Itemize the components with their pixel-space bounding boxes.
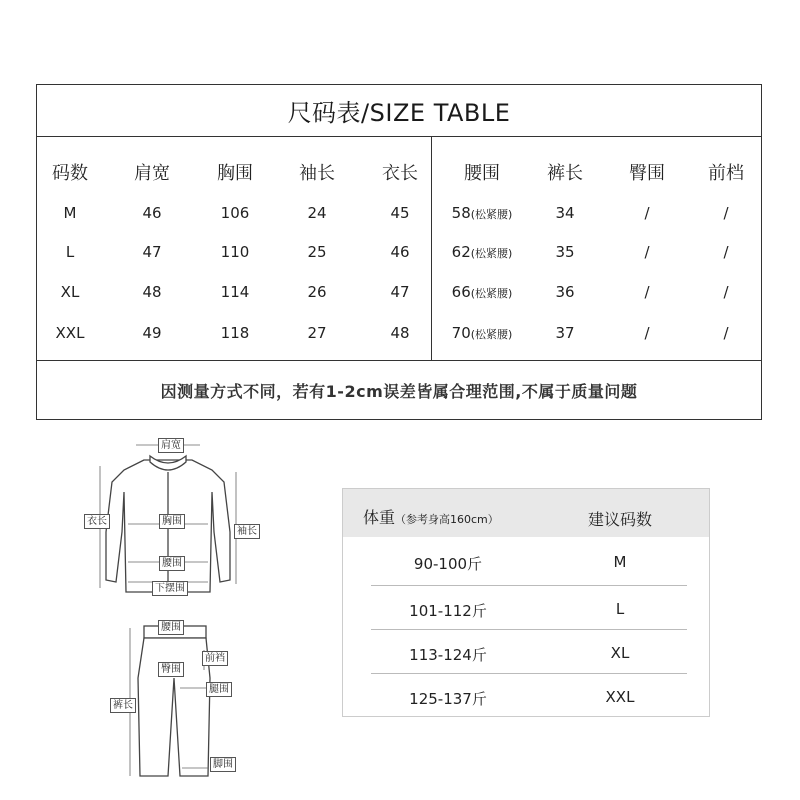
header-rise: 前档: [708, 163, 744, 184]
weight-size-table: [342, 488, 710, 717]
waist-note: (松紧腰): [470, 208, 513, 221]
waist-value: 66: [451, 283, 471, 301]
cell-waist: [437, 324, 527, 342]
weight-value: 101-112斤: [409, 602, 487, 620]
title-row: [37, 85, 761, 137]
cell-sleeve: 27: [307, 324, 327, 342]
cell-rise: /: [723, 243, 729, 261]
row-divider: [371, 629, 687, 630]
weight-value: 125-137斤: [409, 690, 487, 708]
cell-shoulder: 47: [142, 243, 162, 261]
recommended-size: XL: [610, 644, 630, 662]
shirt-diagram: [84, 432, 264, 602]
header-hip: 臀围: [629, 163, 665, 184]
shirt-label-hem: 下摆围: [152, 581, 188, 596]
cell-hip: /: [644, 243, 650, 261]
weight-value: 113-124斤: [409, 646, 487, 664]
cell-size: XXL: [55, 324, 85, 342]
header-weight-cell: [363, 505, 553, 528]
cell-waist: [437, 283, 527, 301]
cell-size: XL: [60, 283, 80, 301]
cell-pants-length: 36: [555, 283, 575, 301]
cell-chest: 118: [220, 324, 250, 342]
recommended-size: M: [613, 553, 627, 571]
cell-length: 48: [390, 324, 410, 342]
header-waist: 腰围: [464, 163, 500, 184]
table-title: 尺码表/SIZE TABLE: [287, 99, 511, 127]
row-divider: [371, 585, 687, 586]
weight-value: 90-100斤: [413, 555, 483, 573]
shirt-label-length: 衣长: [84, 514, 110, 529]
waist-note: (松紧腰): [470, 247, 513, 260]
waist-value: 70: [451, 324, 471, 342]
cell-size: M: [63, 204, 77, 222]
header-length: 衣长: [382, 163, 418, 184]
cell-pants-length: 37: [555, 324, 575, 342]
shirt-label-sleeve: 袖长: [234, 524, 260, 539]
recommended-size: L: [615, 600, 625, 618]
cell-sleeve: 25: [307, 243, 327, 261]
pants-label-rise: 前裆: [202, 651, 228, 666]
cell-rise: /: [723, 283, 729, 301]
cell-length: 47: [390, 283, 410, 301]
cell-chest: 110: [220, 243, 250, 261]
cell-waist: [437, 204, 527, 222]
recommended-size: XXL: [605, 688, 635, 706]
cell-rise: /: [723, 204, 729, 222]
waist-note: (松紧腰): [470, 287, 513, 300]
pants-label-length: 裤长: [110, 698, 136, 713]
waist-note: (松紧腰): [470, 328, 513, 341]
header-sleeve: 袖长: [299, 163, 335, 184]
pants-diagram: [104, 618, 244, 782]
cell-shoulder: 46: [142, 204, 162, 222]
cell-shoulder: 48: [142, 283, 162, 301]
cell-length: 46: [390, 243, 410, 261]
header-recommended-size: 建议码数: [587, 510, 652, 529]
shirt-label-waist: 腰围: [159, 556, 185, 571]
header-shoulder: 肩宽: [134, 163, 170, 184]
cell-size: L: [65, 243, 75, 261]
cell-pants-length: 34: [555, 204, 575, 222]
waist-value: 58: [451, 204, 471, 222]
cell-pants-length: 35: [555, 243, 575, 261]
header-weight: 体重: [363, 508, 396, 527]
pants-label-waist: 腰围: [158, 620, 184, 635]
cell-hip: /: [644, 324, 650, 342]
cell-hip: /: [644, 204, 650, 222]
shirt-label-chest: 胸围: [159, 514, 185, 529]
disclaimer-note: 因测量方式不同，若有1-2cm误差皆属合理范围,不属于质量问题: [160, 381, 638, 401]
header-pants-length: 裤长: [547, 163, 583, 184]
cell-sleeve: 24: [307, 204, 327, 222]
header-chest: 胸围: [217, 163, 253, 184]
pants-label-hip: 臀围: [158, 662, 184, 677]
shirt-label-shoulder: 肩宽: [158, 438, 184, 453]
row-divider: [371, 673, 687, 674]
cell-shoulder: 49: [142, 324, 162, 342]
pants-label-ankle: 脚围: [210, 757, 236, 772]
cell-rise: /: [723, 324, 729, 342]
cell-length: 45: [390, 204, 410, 222]
header-weight-note: （参考身高160cm）: [395, 513, 499, 526]
cell-hip: /: [644, 283, 650, 301]
header-size: 码数: [52, 163, 88, 184]
size-table: [36, 84, 762, 420]
pants-label-thigh: 腿围: [206, 682, 232, 697]
cell-sleeve: 26: [307, 283, 327, 301]
cell-waist: [437, 243, 527, 261]
waist-value: 62: [451, 243, 471, 261]
cell-chest: 114: [220, 283, 250, 301]
cell-chest: 106: [220, 204, 250, 222]
